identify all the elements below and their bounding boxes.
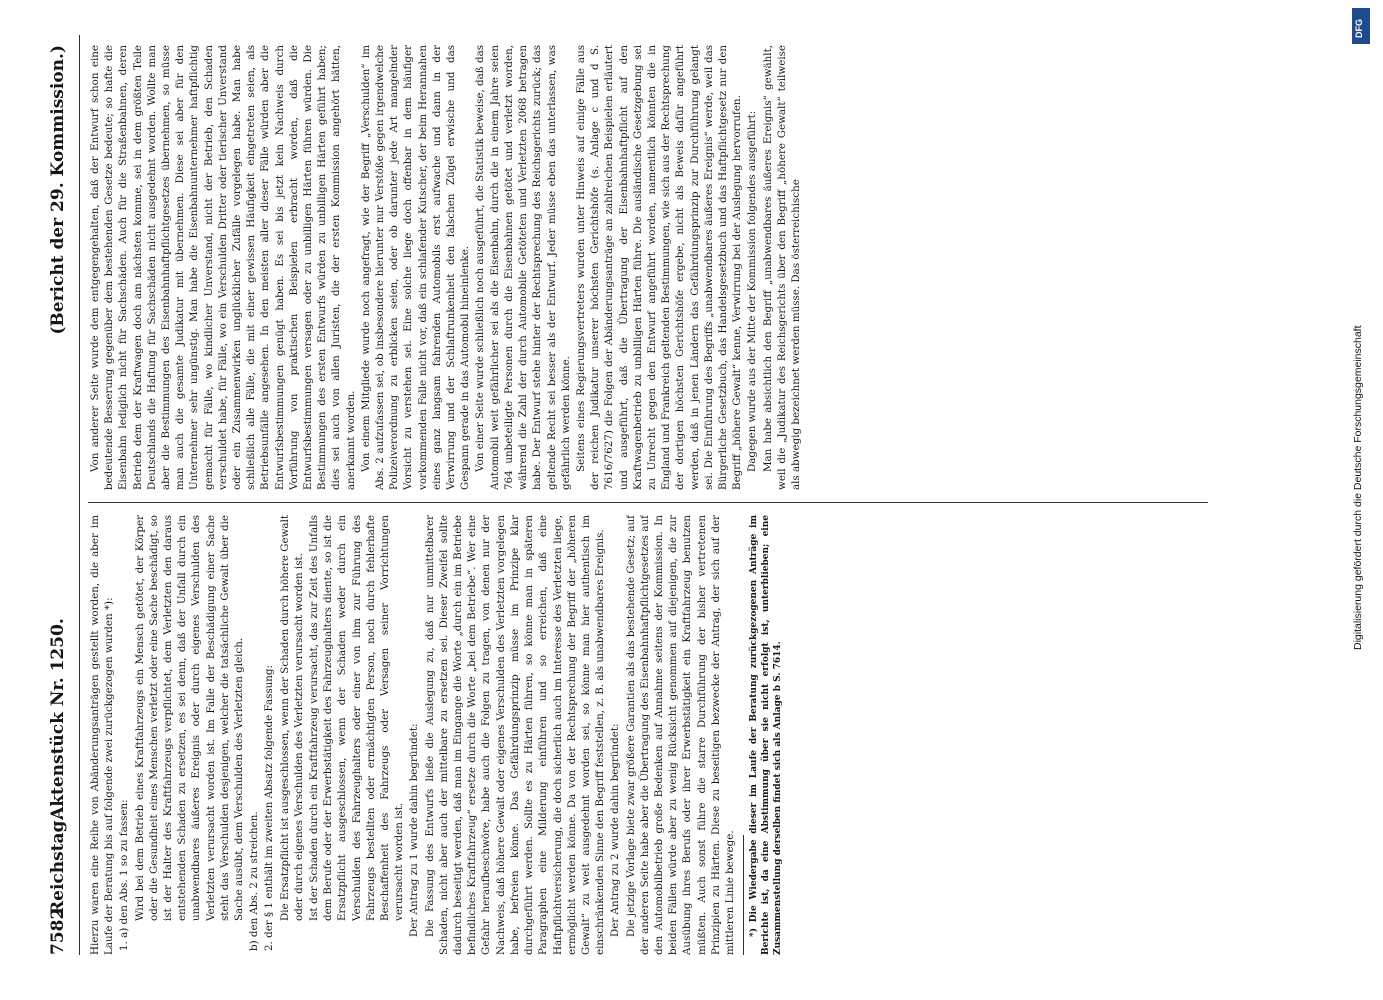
paragraph: 1. a) den Abs. 1 so zu fassen: [118,799,131,951]
header-rule [79,35,80,955]
footnote-rule [743,835,744,955]
paragraph: Wird bei dem Betrieb eines Kraftfahrzeugs ein Mensch getötet, der Körper oder die Gesundheit eines Menschen verletzt oder eine Sache beschädigt, so ist der Halter des Kraftfahrzeugs verpflichtet, dem Verletzten den daraus entstehenden Schaden zu ersetzen, es sei denn, daß der Unfall durch ein unabwendbares äußeres Ereignis oder durch eigenes Verschulden des Verletzten verursacht worden ist. Im Falle der Beschädigung einer Sache steht das Verschulden desjenigen, welcher die tatsächliche Gewalt über die Sache ausübt, dem Verschulden des Verletzten gleich. [133,515,246,921]
document-number: Aktenstück Nr. 1250. [48,618,68,820]
paragraph: Der Antrag zu 2 wurde dahin begründet: [609,723,622,937]
paragraph: Die Ersatzpflicht ist ausgeschlossen, wenn der Schaden durch höhere Gewalt oder durch eigenes Verschulden des Verletzten verursacht worden ist. [278,515,305,921]
credit-text: Digitalisierung gefördert durch die Deutsche Forschungsgemeinschaft [1352,325,1364,650]
paragraph: Die Fassung des Entwurfs ließe die Auslegung zu, daß nur unmittelbarer Schaden, nicht aber auch der mittelbare zu ersetzen sei. Dieser Zweifel sollte dadurch beseitigt werden, daß man im Eingange die Worte „durch ein im Betriebe befindliches Kraftfahrzeug“ ersetze durch die Worte „bei dem Betriebe“. Wer eine Gefahr heraufbeschwöre, habe auch die Folgen zu tragen, von denen nur der Nachweis, daß höhere Gewalt oder eigenes Verschulden des Verletzten vorgelegen habe, befreien könne. Das Gefährdungsprinzip müsse im Prinzipe klar durchgeführt werden. Sollte es zu Härten führen, so könne man in späteren Paragraphen eine Milderung einführen und so erreichen, daß eine Haftpflichtversicherung, die doch sicherlich auch im Interesse des Verletzten liege, ermöglicht werden könne. Da von der Rechtsprechung der Begriff der „höheren Gewalt“ zu weit ausgedehnt worden sei, so könne man hier authentisch im einschränkenden Sinne den Begriff feststellen, z. B. als unabwendbares Ereignis. [423,515,607,955]
paragraph: Der Antrag zu 1 wurde dahin begründet: [408,723,421,937]
paragraph: Man habe absichtlich den Begriff „unabwendbares äußeres Ereignis“ gewählt, weil die „Judikatur des Reichsgerichts über den Begriff „höhere Gewalt“ teilweise als abwegig bezeichnet werden müsse. Das österreichische [761,45,802,490]
paragraph: Dagegen wurde aus der Mitte der Kommission folgendes ausgeführt: [746,110,759,472]
paragraph: Von einer Seite wurde schließlich noch ausgeführt, die Statistik beweise, daß das Automobil weit gefährlicher sei als die Eisenbahn, durch die in einem Jahre seien 764 unbeteiligte Personen durch die Eisenbahnen getötet und verletzt worden, während die Zahl der durch Automobile Getöteten und Verletzten 2068 betragen habe. Der Entwurf stehe hinter der Rechtsprechung des Reichsgerichts zurück; das geltende Recht sei besser als der Entwurf. Jeder müsse eben das unterlassen, was gefährlich werden könne. [474,45,572,490]
left-column [88,515,1213,955]
digitization-credit [1352,50,1372,650]
right-column [88,45,1213,490]
dfg-logo-text: DFG [1354,19,1364,38]
column-divider [88,502,1208,503]
parliament-name: Reichstag. [48,814,68,915]
paragraph: Von einem Mitgliede wurde noch angefragt, wie der Begriff „Verschulden“ im Abs. 2 aufzufassen sei, ob insbesondere hierunter nur Verstöße gegen irgendwelche Polizeiverordnung zu erblicken seien, oder ob darunter jede Art mangelnder Vorsicht zu verstehen sei. Eine solche liege doch offenbar in dem häufiger vorkommenden Falle nicht vor, daß ein schlafender Kutscher, der beim Herannahen eines ganz langsam fahrenden Automobils erst aufwache und dann in der Verwirrung und der Schlaftrunkenheit den falschen Zügel erwische und das Gespann gerade in das Automobil hineinlenke. [359,45,472,490]
paragraph: Die jetzige Vorlage biete zwar größere Garantien als das bestehende Gesetz; auf der anderen Seite habe aber die Übertragung des Eisenbahnhaftpflichtgesetzes auf den Automobilbetrieb große Bedenken auf Annahme seitens der Kommission. In beiden Fällen würde aber zu wenig Rücksicht genommen auf diejenigen, die zur Ausübung ihres Berufs oder ihrer Erwerbstätigkeit ein Kraftfahrzeug benutzen müßten. Auch sonst führe die starre Durchführung der bisher vertretenen Prinzipien zu Härten. Diese zu beseitigen bezwecke der Antrag, der sich auf der mittleren Linie bewege. [624,515,736,955]
paragraph: Von anderer Seite wurde dem entgegengehalten, daß der Entwurf schon eine bedeutende Besserung gegenüber dem bestehenden Gesetze bedeute; so hafte die Eisenbahn lediglich nicht für Sachschäden. Auch für die Straßenbahnen, deren Betrieb dem der Kraftwagen doch am nächsten komme, sei in dem größten Teile Deutschlands die Haftung für Sachschäden nicht ausgedehnt worden. Wollte man aber die Bestimmungen des Eisenbahnhaftpflichtgesetzes übernehmen, so müsse man auch die gesamte Judikatur mit übernehmen. Diese sei aber für den Unternehmer sehr ungünstig. Man habe die Eisenbahnunternehmer haftpflichtig gemacht für Fälle, wo kindlicher Unverstand, nicht der Betrieb, den Schaden verschuldet habe, für Fälle, wo ein Verschulden Dritter oder tierischer Unverstand oder ein Zusammenwirken unglücklicher Zufälle vorgelegen habe. Man habe schließlich alle Fälle, die mit einer gewissen Häufigkeit eingetreten seien, als Betriebsunfälle angesehen. In den meisten aller dieser Fälle würden aber die Entwurfsbestimmungen genügt haben. Es sei bis jetzt kein Nachweis durch Vorführung von praktischen Beispielen erbracht worden, daß die Entwurfsbestimmungen versagen oder zu unbilligen Härten führen würden. Die Bestimmungen des ersten Entwurfs würden zu unbilligen Härten geführt haben; dies sei auch von allen Juristen, die der ersten Kommission angehört hätten, anerkannt worden. [89,45,357,490]
paragraph: 2. der § 1 enthält im zweiten Absatz folgende Fassung: [263,665,276,951]
page-header [40,35,80,955]
footnote: *) Die Wiedergabe dieser im Laufe der Beratung zurückgezogenen Anträge im Berichte ist, da eine Abstimmung über sie nicht erfolgt ist, unterblieben; eine Zusammenstellung derselben findet sich als Anlage b S. 7614. [749,515,784,955]
paragraph: Ist der Schaden durch ein Kraftfahrzeug verursacht, das zur Zeit des Unfalls dem Berufe oder der Erwerbstätigkeit des Fahrzeughalters diente, so ist die Ersatzpflicht ausgeschlossen, wenn der Schaden weder durch ein Verschulden des Fahrzeughalters oder einer von ihm zur Führung des Fahrzeugs bestellten oder ermächtigten Person, noch durch fehlerhafte Beschaffenheit des Fahrzeugs oder Versagen seiner Vorrichtungen verursacht worden ist. [308,515,406,921]
paragraph: Hierzu waren eine Reihe von Abänderungsanträgen gestellt worden, die aber im Laufe der Beratung bis auf folgende zwei zurückgezogen wurden *): [89,515,116,955]
report-title: (Bericht der 29. Kommission.) [48,45,68,335]
paragraph: Seitens eines Regierungsvertreters wurden unter Hinweis auf einige Fälle aus der reichen Judikatur unserer höchsten Gerichtshöfe (s. Anlage c und d S. 7616/7627) die Folgen der Abänderungsanträge an zahlreichen Beispielen erläutert und ausgeführt, daß die Übertragung der Eisenbahnhaftpflicht auf den Kraftwagenbetrieb zu unbilligen Härten führe. Die ausländische Gesetzgebung sei zu Unrecht gegen den Entwurf angeführt worden, namentlich könnten die in England und Frankreich geltenden Bestimmungen, wie sich aus der Rechtsprechung der dortigen höchsten Gerichtshöfe ergebe, nicht als Beweis dafür angeführt werden, daß in jenen Ländern das Gefährdungsprinzip zur Durchführung gelangt sei. Die Einführung des Begriffs „unabwendbares äußeres Ereignis“ werde, weil das Bürgerliche Gesetzbuch, das Handelsgesetzbuch und das Haftpflichtgesetz nur den Begriff „höhere Gewalt“ kenne, Verwirrung bei der Auslegung hervorrufen. [574,45,744,490]
scanned-page [40,35,1220,955]
dfg-logo [1352,8,1370,44]
page-number: 7582 [48,907,68,955]
paragraph: b) den Abs. 2 zu streichen. [248,811,261,951]
